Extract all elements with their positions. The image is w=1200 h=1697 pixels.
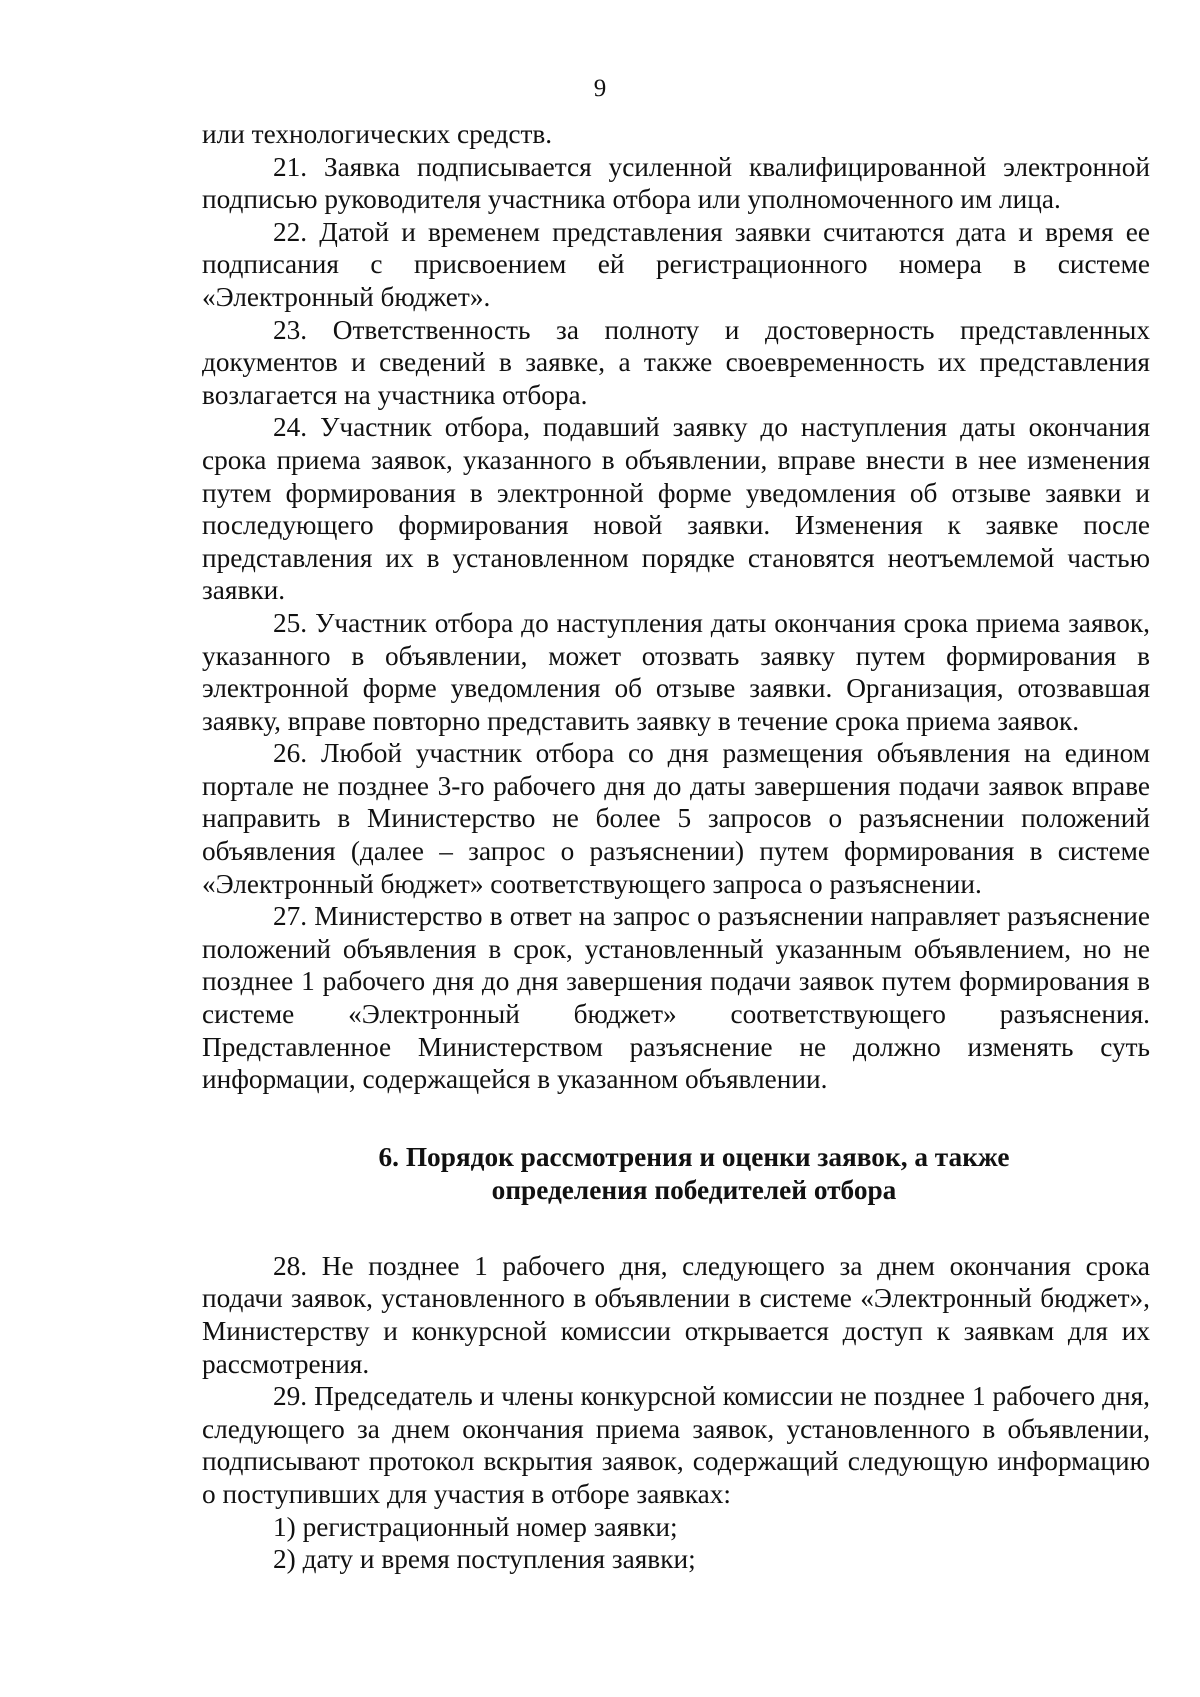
paragraph-24: 24. Участник отбора, подавший заявку до наступления даты окончания срока приема заявок, указанного в объявлении, вправе внести в нее изменения путем формирования в электронной форме уведомления об отзыве заявки и последующего формирования новой заявки. Изменения к заявке после представления их в установленном порядке становятся неотъемлемой частью заявки.: [202, 412, 1150, 606]
list-item-1: 1) регистрационный номер заявки;: [273, 1511, 678, 1542]
paragraph-23: 23. Ответственность за полноту и достоверность представленных документов и сведений в заявке, а также своевременность их представления возлагается на участника отбора.: [202, 314, 1150, 410]
paragraph-22: 22. Датой и временем представления заявки считаются дата и время ее подписания с присвоением ей регистрационного номера в системе «Электронный бюджет».: [202, 216, 1150, 312]
paragraph-26: 26. Любой участник отбора со дня размещения объявления на едином портале не позднее 3-го рабочего дня до даты завершения подачи заявок вправе направить в Министерство не более 5 запросов о разъяснении положений объявления (далее – запрос о разъяснении) путем формирования в системе «Электронный бюджет» соответствующего запроса о разъяснении.: [202, 738, 1150, 899]
paragraph-25: 25. Участник отбора до наступления даты окончания срока приема заявок, указанного в объявлении, может отозвать заявку путем формирования в электронной форме уведомления об отзыве заявки. Организация, отозвавшая заявку, вправе повторно представить заявку в течение срока приема заявок.: [202, 607, 1150, 736]
paragraph-27: 27. Министерство в ответ на запрос о разъяснении направляет разъяснение положений объявления в срок, установленный указанным объявлением, но не позднее 1 рабочего дня до дня завершения подачи заявок путем формирования в системе «Электронный бюджет» соответствующего разъяснения. Представленное Министерством разъяснение не должно изменять суть информации, содержащейся в указанном объявлении.: [202, 901, 1150, 1095]
section-heading-line-2: определения победителей отбора: [491, 1174, 897, 1205]
list-item-2: 2) дату и время поступления заявки;: [273, 1544, 696, 1575]
section-heading-line-1: 6. Порядок рассмотрения и оценки заявок, а также: [378, 1141, 1010, 1172]
paragraph-21: 21. Заявка подписывается усиленной квалифицированной электронной подписью руководителя участника отбора или уполномоченного им лица.: [202, 151, 1150, 215]
paragraph-continuation: или технологических средств.: [202, 119, 553, 149]
document-body: [202, 118, 1150, 1576]
paragraph-28: 28. Не позднее 1 рабочего дня, следующего за днем окончания срока подачи заявок, установленного в объявлении в системе «Электронный бюджет», Министерству и конкурсной комиссии открывается доступ к заявкам для их рассмотрения.: [202, 1250, 1150, 1379]
paragraph-29: 29. Председатель и члены конкурсной комиссии не позднее 1 рабочего дня, следующего за днем окончания приема заявок, установленного в объявлении, подписывают протокол вскрытия заявок, содержащий следующую информацию о поступивших для участия в отборе заявках:: [202, 1381, 1150, 1509]
page-number: 9: [593, 75, 607, 102]
section-heading: [202, 1141, 1150, 1207]
